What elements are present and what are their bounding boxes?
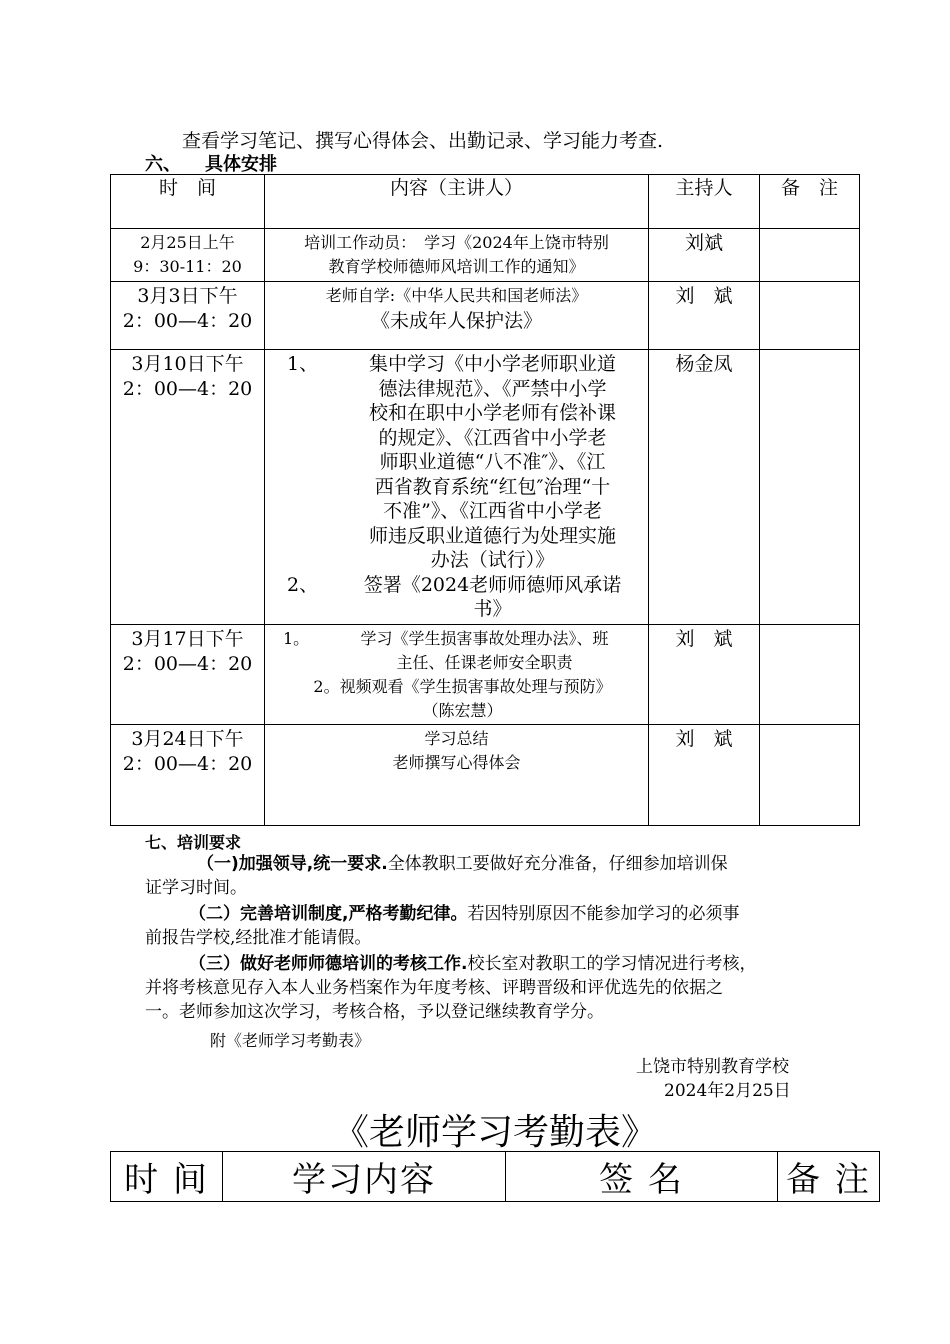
schedule-header-row xyxy=(111,175,860,229)
section6-number: 六、 xyxy=(145,154,181,175)
content-line: 培训工作动员： 学习《2024年上饶市特别 xyxy=(304,233,609,252)
item-text xyxy=(327,627,642,675)
time-line: 3月24日下午 xyxy=(131,728,244,750)
requirement-heading: （二）完善培训制度,严格考勤纪律。 xyxy=(189,904,468,924)
content-line: 老师撰写心得体会 xyxy=(392,753,521,772)
requirement-text: 全体教职工要做好充分准备，仔细参加培训保 xyxy=(387,854,728,874)
attendance-header-signature: 签 名 xyxy=(506,1152,778,1202)
time-cell xyxy=(111,725,265,826)
attachment-note: 附《老师学习考勤表》 xyxy=(210,1031,371,1050)
table-row xyxy=(111,350,860,625)
content-item xyxy=(283,627,642,675)
intro-line: 查看学习笔记、撰写心得体会、出勤记录、学习能力考查. xyxy=(182,130,664,152)
host-cell: 刘斌 xyxy=(649,229,760,282)
content-line: 老师自学:《中华人民共和国老师法》 xyxy=(325,286,588,305)
content-line: 2。视频观看《学生损害事故处理与预防》 xyxy=(313,677,612,696)
requirement-2 xyxy=(145,902,825,950)
signature-org: 上饶市特别教育学校 xyxy=(636,1057,789,1077)
time-line: 3月3日下午 xyxy=(137,285,238,307)
item-line: 的规定》、《江西省中小学老 xyxy=(378,426,607,449)
attendance-header-row xyxy=(111,1152,880,1202)
item-line: 西省教育系统“红包″治理“十 xyxy=(374,475,611,498)
signature-date: 2024年2月25日 xyxy=(664,1081,791,1101)
time-cell xyxy=(111,350,265,625)
time-cell xyxy=(111,282,265,350)
attendance-header-content: 学习内容 xyxy=(223,1152,506,1202)
note-cell xyxy=(760,282,860,350)
attendance-title: 《老师学习考勤表》 xyxy=(332,1112,657,1153)
item-line: 学习《学生损害事故处理办法》、班 xyxy=(360,629,609,648)
item-number: 2、 xyxy=(287,573,319,596)
item-line: 主任、任课老师安全职责 xyxy=(396,653,573,672)
header-host: 主持人 xyxy=(649,175,760,229)
time-line: 2：00—4：20 xyxy=(122,378,253,400)
item-text xyxy=(345,352,640,573)
item-line: 集中学习《中小学老师职业道 xyxy=(368,353,616,375)
requirement-heading: （三）做好老师师德培训的考核工作. xyxy=(189,954,468,974)
attendance-header-time: 时 间 xyxy=(111,1152,223,1202)
time-cell xyxy=(111,625,265,725)
item-line: 不准”》、《江西省中小学老 xyxy=(383,500,602,522)
time-line: 3月10日下午 xyxy=(131,353,244,375)
requirement-1 xyxy=(145,852,825,900)
requirement-text: 并将考核意见存入本人业务档案作为年度考核、评聘晋级和评优选先的依据之 xyxy=(145,978,723,998)
host-cell: 杨金凤 xyxy=(649,350,760,625)
content-line: 教育学校师德师风培训工作的通知》 xyxy=(328,257,585,276)
content-cell xyxy=(265,625,649,725)
host-cell: 刘 斌 xyxy=(649,725,760,826)
header-time: 时 间 xyxy=(111,175,265,229)
requirement-heading: （一)加强领导,统一要求. xyxy=(197,854,388,874)
note-cell xyxy=(760,229,860,282)
section6-heading xyxy=(145,150,277,176)
table-row xyxy=(111,229,860,282)
time-line: 9：30-11：20 xyxy=(133,257,242,276)
requirement-text: 前报告学校,经批准才能请假。 xyxy=(145,928,372,948)
section6-title: 具体安排 xyxy=(205,154,277,175)
item-number: 1、 xyxy=(287,353,319,375)
attendance-table xyxy=(110,1151,880,1202)
content-cell xyxy=(265,229,649,282)
content-line: 学习总结 xyxy=(424,729,489,748)
requirement-text: 校长室对教职工的学习情况进行考核， xyxy=(467,954,757,974)
content-line: 《未成年人保护法》 xyxy=(370,310,542,332)
host-cell: 刘 斌 xyxy=(649,625,760,725)
item-number: 1。 xyxy=(283,629,310,648)
time-line: 2：00—4：20 xyxy=(122,753,253,775)
table-row xyxy=(111,625,860,725)
time-cell xyxy=(111,229,265,282)
content-item xyxy=(287,352,640,573)
table-row xyxy=(111,725,860,826)
header-content: 内容（主讲人） xyxy=(265,175,649,229)
host-cell: 刘 斌 xyxy=(649,282,760,350)
content-cell xyxy=(265,725,649,826)
note-cell xyxy=(760,725,860,826)
requirement-text: 一。老师参加这次学习，考核合格，予以登记继续教育学分。 xyxy=(145,1002,604,1022)
content-item xyxy=(287,573,640,622)
section7-heading: 七、培训要求 xyxy=(145,833,242,852)
item-line: 签署《2024老师师德师风承诺 xyxy=(363,573,622,596)
time-line: 3月17日下午 xyxy=(131,628,244,650)
requirement-text: 若因特别原因不能参加学习的必须事 xyxy=(467,904,740,924)
content-line: （陈宏慧） xyxy=(422,701,503,720)
item-line: 办法（试行）》 xyxy=(430,549,555,571)
time-line: 2：00—4：20 xyxy=(122,310,253,332)
requirement-text: 证学习时间。 xyxy=(145,878,247,898)
time-line: 2月25日上午 xyxy=(140,233,235,252)
content-cell xyxy=(265,350,649,625)
note-cell xyxy=(760,625,860,725)
time-line: 2：00—4：20 xyxy=(122,653,253,675)
table-row xyxy=(111,282,860,350)
note-cell xyxy=(760,350,860,625)
schedule-table xyxy=(110,174,860,826)
attendance-header-note: 备 注 xyxy=(778,1152,880,1202)
item-text xyxy=(345,573,640,622)
item-line: 师职业道德“八不准″》、《江 xyxy=(379,451,606,473)
item-line: 德法律规范》、《严禁中小学 xyxy=(378,377,607,400)
item-line: 校和在职中小学老师有偿补课 xyxy=(368,402,616,424)
header-note: 备 注 xyxy=(760,175,860,229)
requirement-3 xyxy=(145,952,845,1024)
content-cell xyxy=(265,282,649,350)
item-line: 书》 xyxy=(473,598,512,620)
item-line: 师违反职业道德行为处理实施 xyxy=(368,524,616,547)
